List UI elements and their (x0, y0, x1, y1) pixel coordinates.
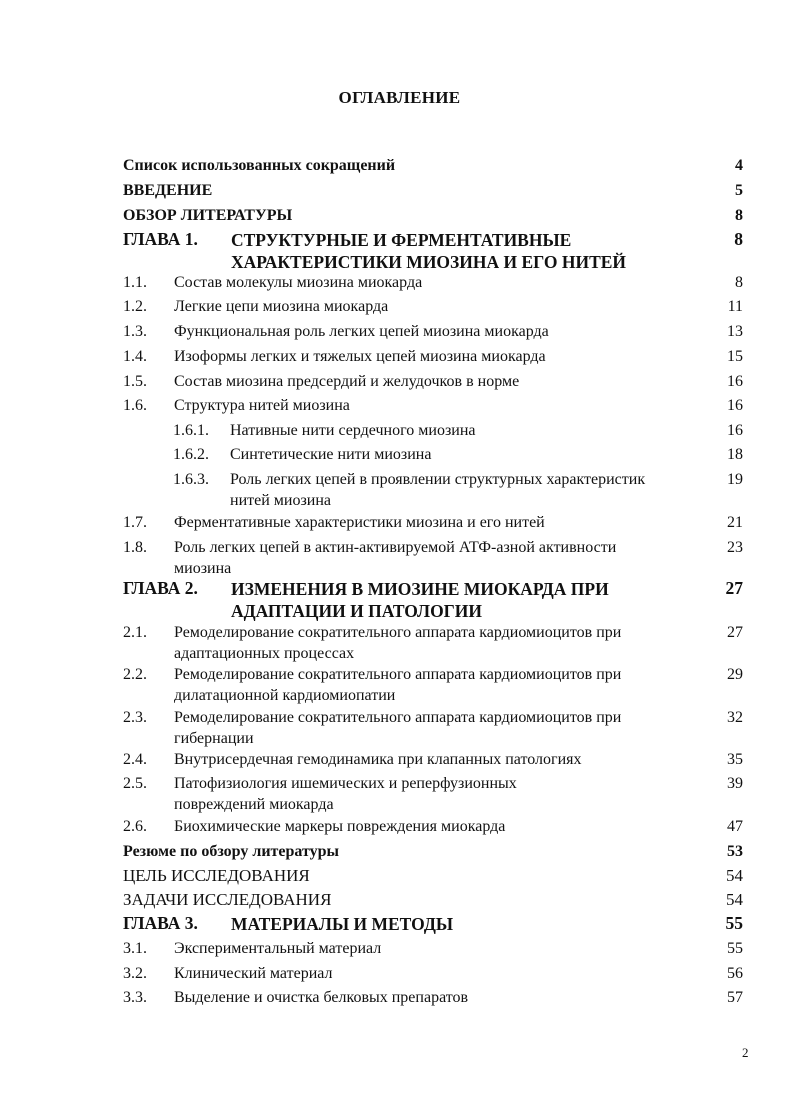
toc-entry-text: Выделение и очистка белковых препаратов (174, 989, 469, 1006)
toc-entry-page: 32 (727, 709, 743, 726)
toc-entry-page: 29 (727, 666, 743, 683)
toc-entry-page: 13 (727, 323, 743, 340)
page-number: 2 (742, 1045, 749, 1060)
toc-entry-number: 2.5. (123, 775, 147, 792)
toc-entry-text: Структура нитей миозина (174, 397, 350, 414)
toc-entry-page: 5 (735, 182, 743, 199)
toc-entry-text: Экспериментальный материал (174, 940, 382, 957)
toc-entry-page: 55 (725, 913, 743, 933)
toc-chapter-title: СТРУКТУРНЫЕ И ФЕРМЕНТАТИВНЫЕ ХАРАКТЕРИСТИКИ МИОЗИНА И ЕГО НИТЕЙ (231, 230, 627, 272)
toc-chapter-number: ГЛАВА 3. (123, 913, 198, 933)
toc-entry-text: Синтетические нити миозина (230, 446, 432, 463)
toc-entry-text: Состав миозина предсердий и желудочков в норме (174, 373, 520, 390)
toc-entry-page: 56 (727, 965, 743, 982)
toc-entry-text: ОБЗОР ЛИТЕРАТУРЫ (123, 207, 293, 224)
toc-entry-number: 2.3. (123, 709, 147, 726)
toc-entry-page: 23 (727, 539, 743, 556)
toc-entry-text: Список использованных сокращений (123, 157, 396, 174)
toc-entry-number: 1.6.3. (173, 471, 209, 488)
toc-entry-page: 11 (727, 298, 743, 315)
page-title: ОГЛАВЛЕНИЕ (338, 88, 461, 107)
toc-entry-text: Изоформы легких и тяжелых цепей миозина миокарда (174, 348, 546, 365)
toc-chapter-title: МАТЕРИАЛЫ И МЕТОДЫ (231, 914, 454, 934)
toc-entry-page: 4 (735, 157, 743, 174)
toc-entry-page: 8 (735, 274, 743, 291)
toc-entry-number: 1.6.2. (173, 446, 209, 463)
toc-entry-page: 19 (727, 471, 743, 488)
toc-entry-text: Ремоделирование сократительного аппарата кардиомиоцитов при дилатационной кардиомиопатии (174, 666, 622, 704)
toc-entry-text: Клинический материал (174, 965, 333, 982)
toc-entry-text: Состав молекулы миозина миокарда (174, 274, 423, 291)
toc-entry-text: Внутрисердечная гемодинамика при клапанных патологиях (174, 751, 582, 768)
toc-entry-number: 2.4. (123, 751, 147, 768)
toc-chapter-number: ГЛАВА 2. (123, 578, 198, 598)
toc-entry-text: Ремоделирование сократительного аппарата кардиомиоцитов при гибернации (174, 709, 622, 747)
toc-entry-text: Патофизиология ишемических и реперфузионных повреждений миокарда (174, 775, 517, 813)
toc-entry-text: ЦЕЛЬ ИССЛЕДОВАНИЯ (123, 866, 310, 885)
toc-entry-number: 1.6. (123, 397, 147, 414)
toc-entry-number: 1.3. (123, 323, 147, 340)
toc-entry-page: 8 (735, 207, 743, 224)
toc-entry-number: 1.1. (123, 274, 147, 291)
toc-entry-page: 16 (727, 397, 743, 414)
toc-entry-text: Биохимические маркеры повреждения миокарда (174, 818, 506, 835)
toc-entry-text: Нативные нити сердечного миозина (230, 422, 476, 439)
toc-entry-text: Ферментативные характеристики миозина и его нитей (174, 514, 545, 531)
toc-chapter-title: ИЗМЕНЕНИЯ В МИОЗИНЕ МИОКАРДА ПРИ АДАПТАЦИИ И ПАТОЛОГИИ (231, 579, 609, 621)
toc-entry-number: 1.7. (123, 514, 147, 531)
toc-entry-number: 1.5. (123, 373, 147, 390)
toc-entry-page: 27 (725, 578, 743, 598)
toc-entry-page: 27 (727, 624, 743, 641)
toc-entry-page: 47 (727, 818, 743, 835)
toc-entry-number: 3.3. (123, 989, 147, 1006)
toc-entry-number: 2.6. (123, 818, 147, 835)
toc-entry-page: 16 (727, 373, 743, 390)
toc-entry-text: Ремоделирование сократительного аппарата кардиомиоцитов при адаптационных процессах (174, 624, 622, 662)
toc-entry-text: Резюме по обзору литературы (123, 843, 340, 860)
toc-entry-page: 21 (727, 514, 743, 531)
toc-entry-text: Легкие цепи миозина миокарда (174, 298, 389, 315)
toc-entry-page: 53 (727, 843, 743, 860)
toc-entry-number: 2.2. (123, 666, 147, 683)
toc-entry-page: 35 (727, 751, 743, 768)
toc-entry-page: 57 (727, 989, 743, 1006)
toc-entry-page: 16 (727, 422, 743, 439)
toc-entry-number: 3.1. (123, 940, 147, 957)
toc-entry-number: 1.4. (123, 348, 147, 365)
toc-entry-page: 15 (727, 348, 743, 365)
toc-entry-number: 1.6.1. (173, 422, 209, 439)
toc-entry-page: 8 (734, 229, 743, 249)
toc-entry-page: 39 (727, 775, 743, 792)
toc-entry-text: Роль легких цепей в проявлении структурных характеристик нитей миозина (230, 471, 646, 509)
toc-entry-number: 2.1. (123, 624, 147, 641)
toc-entry-page: 55 (727, 940, 743, 957)
toc-entry-number: 3.2. (123, 965, 147, 982)
toc-entry-number: 1.8. (123, 539, 147, 556)
toc-entry-text: ЗАДАЧИ ИССЛЕДОВАНИЯ (123, 890, 332, 909)
toc-entry-page: 54 (726, 866, 743, 885)
toc-entry-text: ВВЕДЕНИЕ (123, 182, 213, 199)
toc-entry-text: Роль легких цепей в актин-активируемой АТФ-азной активности миозина (174, 539, 617, 577)
toc-entry-page: 54 (726, 890, 743, 909)
toc-entry-page: 18 (727, 446, 743, 463)
toc-entry-text: Функциональная роль легких цепей миозина миокарда (174, 323, 549, 340)
toc-entry-number: 1.2. (123, 298, 147, 315)
toc-chapter-number: ГЛАВА 1. (123, 229, 198, 249)
